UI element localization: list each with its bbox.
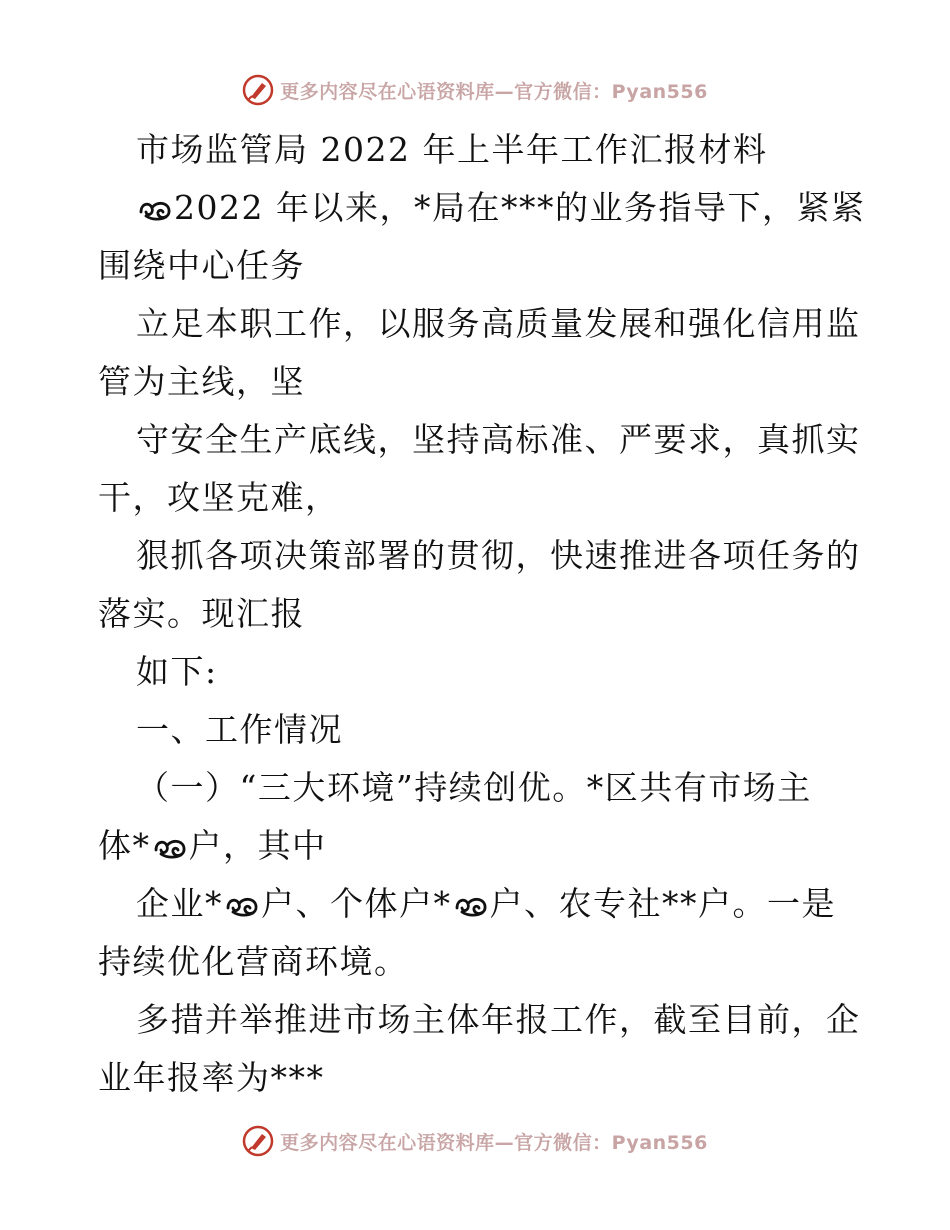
document-text: 体* bbox=[98, 826, 151, 865]
document-line bbox=[98, 759, 858, 817]
ornament-glyph-icon bbox=[153, 836, 187, 860]
footer-watermark-text: 更多内容尽在心语资料库—官方微信：Pyan556 bbox=[280, 1131, 708, 1154]
document-body bbox=[98, 121, 866, 1107]
document-line bbox=[98, 875, 858, 933]
document-text: 2022 年以来，*局在***的业务指导下，紧紧 bbox=[174, 188, 866, 227]
document-line bbox=[98, 179, 866, 237]
footer-watermark-banner bbox=[0, 1121, 950, 1161]
document-text: 围绕中心任务 bbox=[98, 246, 305, 285]
document-line bbox=[98, 643, 858, 701]
document-line bbox=[98, 1049, 858, 1107]
document-line bbox=[98, 469, 858, 527]
document-title: 市场监管局 2022 年上半年工作汇报材料 bbox=[136, 130, 768, 169]
document-line bbox=[98, 817, 858, 875]
document-text: 户、个体户* bbox=[261, 884, 452, 923]
ornament-glyph-icon bbox=[454, 894, 488, 918]
document-text: （一）“三大环境”持续创优。*区共有市场主 bbox=[136, 768, 812, 807]
ornament-glyph-icon bbox=[138, 198, 172, 222]
document-text: 落实。现汇报 bbox=[98, 594, 305, 633]
document-line bbox=[98, 237, 858, 295]
header-watermark-text: 更多内容尽在心语资料库—官方微信：Pyan556 bbox=[280, 80, 708, 103]
document-line bbox=[98, 527, 861, 585]
document-text: 立足本职工作，以服务高质量发展和强化信用监 bbox=[136, 304, 861, 343]
document-line bbox=[98, 411, 861, 469]
document-line bbox=[98, 991, 861, 1049]
document-text: 户、农专社**户。一是 bbox=[489, 884, 836, 923]
document-text: 业年报率为*** bbox=[98, 1058, 325, 1097]
quill-pen-logo-icon bbox=[242, 74, 274, 106]
document-line bbox=[98, 585, 858, 643]
header-watermark-banner bbox=[0, 70, 950, 110]
document-text: 企业* bbox=[136, 884, 223, 923]
document-text: 狠抓各项决策部署的贯彻，快速推进各项任务的 bbox=[136, 536, 861, 575]
document-text: 管为主线，坚 bbox=[98, 362, 305, 401]
quill-pen-logo-icon bbox=[242, 1125, 274, 1157]
document-line bbox=[98, 295, 861, 353]
document-text: 户，其中 bbox=[188, 826, 327, 865]
document-line bbox=[98, 701, 858, 759]
document-text: 一、工作情况 bbox=[136, 710, 343, 749]
document-line bbox=[98, 353, 858, 411]
document-text: 干，攻坚克难， bbox=[98, 478, 340, 517]
document-text: 如下: bbox=[136, 652, 218, 691]
document-line bbox=[98, 933, 858, 991]
ornament-glyph-icon bbox=[225, 894, 259, 918]
document-text: 守安全生产底线，坚持高标准、严要求，真抓实 bbox=[136, 420, 861, 459]
document-text: 持续优化营商环境。 bbox=[98, 942, 409, 981]
document-paragraphs bbox=[98, 179, 866, 1107]
document-text: 多措并举推进市场主体年报工作，截至目前，企 bbox=[136, 1000, 861, 1039]
